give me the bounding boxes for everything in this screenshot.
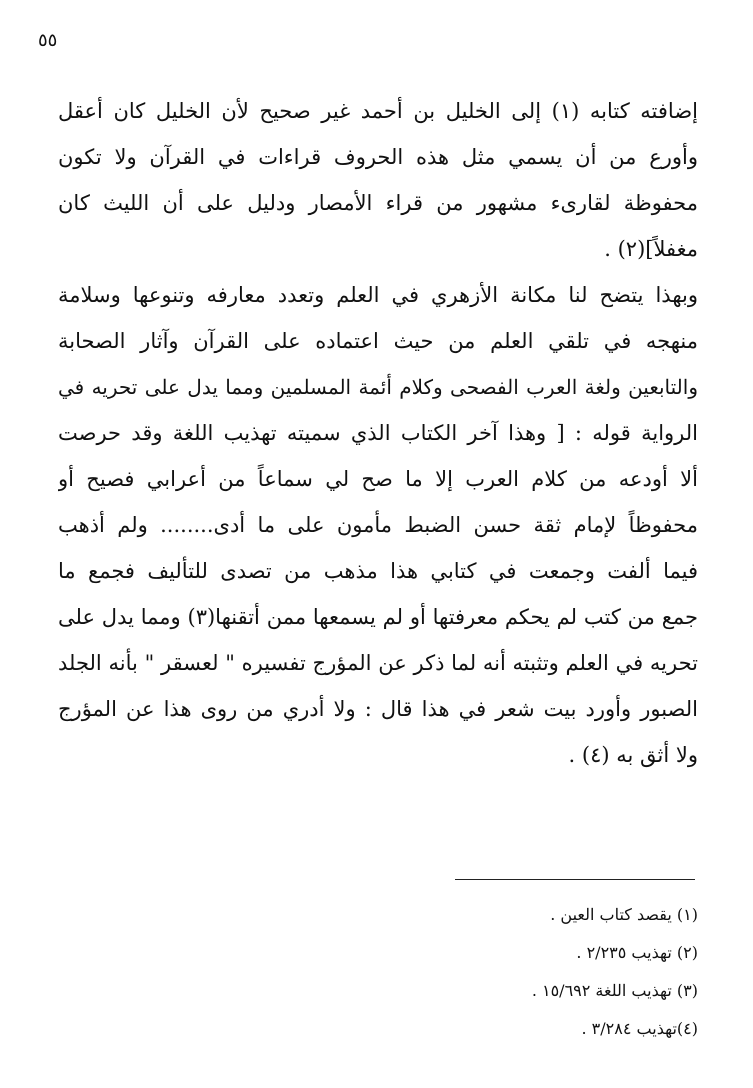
body-line: ولا أثق به (٤) . — [568, 743, 698, 767]
body-line: إضافته كتابه (١) إلى الخليل بن أحمد غير صحيح لأن الخليل كان أعقل — [58, 99, 698, 123]
body-line: والتابعين ولغة العرب الفصحى وكلام أئمة المسلمين ومما يدل على تحريه في — [58, 375, 698, 399]
body-line: محفوظة لقارىء مشهور من قراء الأمصار ودليل على أن الليث كان — [58, 191, 698, 215]
footnotes — [300, 896, 698, 1048]
page-number: ٥٥ — [38, 30, 58, 51]
body-line: ألا أودعه من كلام العرب إلا ما صح لي سماعاً من أعرابي فصيح أو — [58, 467, 698, 491]
footnote-item: (٣) تهذيب اللغة ١٥/٦٩٢ . — [531, 981, 698, 1000]
body-line: منهجه في تلقي العلم من حيث اعتماده على القرآن وآثار الصحابة — [58, 329, 698, 353]
body-line: محفوظاً لإمام ثقة حسن الضبط مأمون على ما أدى........ ولم أذهب — [58, 513, 698, 537]
body-line: مغفلاً](٢) . — [604, 237, 698, 261]
body-line: جمع من كتب لم يحكم معرفتها أو لم يسمعها ممن أتقنها(٣) ومما يدل على — [58, 605, 698, 629]
footnote-item: (١) يقصد كتاب العين . — [550, 905, 698, 924]
body-line: الرواية قوله : [ وهذا آخر الكتاب الذي سميته تهذيب اللغة وقد حرصت — [58, 421, 698, 445]
footnote-item: (٤)تهذيب ٣/٢٨٤ . — [581, 1019, 698, 1038]
body-line: وأورع من أن يسمي مثل هذه الحروف قراءات في القرآن ولا تكون — [58, 145, 698, 169]
body-line: الصبور وأورد بيت شعر في هذا قال : ولا أدري من روى هذا عن المؤرج — [58, 697, 698, 721]
body-line: وبهذا يتضح لنا مكانة الأزهري في العلم وتعدد معارفه وتنوعها وسلامة — [58, 283, 698, 307]
body-line: فيما ألفت وجمعت في كتابي هذا مذهب من تصدى للتأليف فجمع ما — [58, 559, 698, 583]
body-text — [58, 88, 698, 778]
footnote-item: (٢) تهذيب ٢/٢٣٥ . — [576, 943, 698, 962]
body-line: تحريه في العلم وتثبته أنه لما ذكر عن المؤرج تفسيره " لعسقر " بأنه الجلد — [58, 651, 698, 675]
footnote-divider — [455, 879, 695, 880]
